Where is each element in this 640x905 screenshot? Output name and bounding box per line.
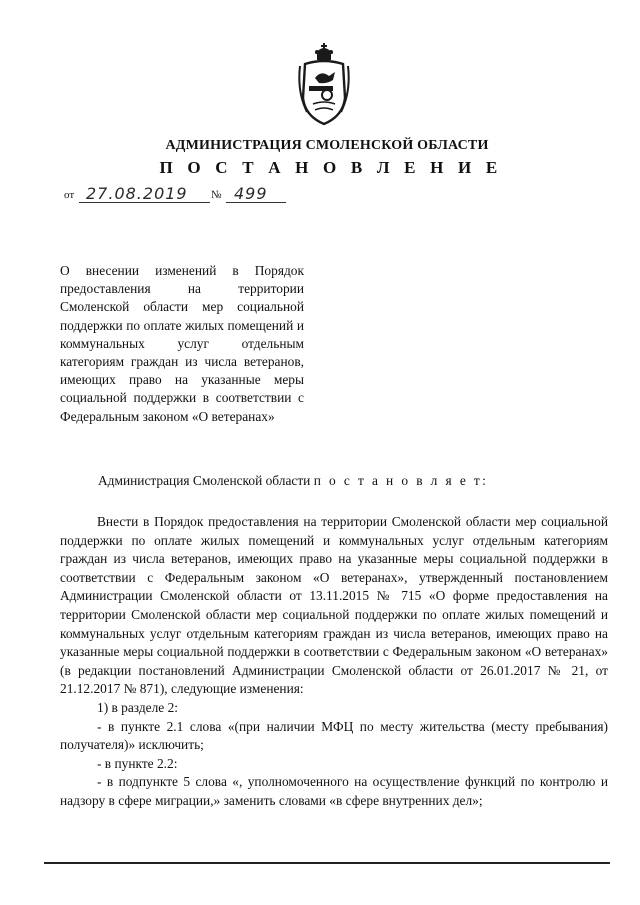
footer-rule bbox=[44, 862, 610, 864]
body-paragraph: - в подпункте 5 слова «, уполномоченного на осуществление функций по контролю и надзору в сфере миграции,» заменить словами «в сфере внутренних дел»; bbox=[60, 774, 608, 808]
body-paragraph: - в пункте 2.1 слова «(при наличии МФЦ по месту жительства (месту пребывания) получателя)» исключить; bbox=[60, 718, 608, 753]
organization-name: АДМИНИСТРАЦИЯ СМОЛЕНСКОЙ ОБЛАСТИ bbox=[165, 138, 489, 153]
preamble bbox=[98, 472, 618, 490]
preamble-text: Администрация Смоленской области bbox=[98, 473, 311, 488]
document-type-title: П О С Т А Н О В Л Е Н И Е bbox=[159, 158, 503, 177]
date-label: от bbox=[64, 189, 75, 201]
handwritten-number: 499 bbox=[234, 184, 268, 203]
preamble-emphasis: п о с т а н о в л я е т: bbox=[313, 473, 489, 488]
body-paragraph: 1) в разделе 2: bbox=[97, 699, 179, 715]
body-paragraph: - в пункте 2.2: bbox=[97, 755, 178, 771]
handwritten-date: 27.08.2019 bbox=[86, 184, 188, 203]
number-label: № bbox=[211, 189, 222, 201]
body-paragraph: Внести в Порядок предоставления на территории Смоленской области мер социальной поддержки по оплате жилых помещений и коммунальных услуг отдельным категориям граждан из числа ветеранов, имеющих право на указанные меры социальной поддержки в соответствии с Федеральным законом «О ветеранах», утвержденный постановлением Администрации Смоленской области от 13.11.2015 № 715 «О форме предоставления на территории Смоленской области мер социальной поддержки по оплате жилых помещений и коммунальных услуг отдельным категориям граждан из числа ветеранов, имеющих право на указанные меры социальной поддержки в соответствии с Федеральным законом «О ветеранах» (в редакции постановлений Администрации Смоленской области от 26.01.2017 № 21, от 21.12.2017 № 871), следующие изменения: bbox=[60, 514, 608, 697]
coat-of-arms-emblem bbox=[297, 42, 351, 126]
document-subject: О внесении изменений в Порядок предоставления на территории Смоленской области мер социальной поддержки по оплате жилых помещений и коммунальных услуг отдельным категориям граждан из числа ветеранов, имеющих право на указанные меры социальной поддержки в соответствии с Федеральным законом «О ветеранах» bbox=[60, 263, 304, 424]
document-body bbox=[60, 513, 608, 811]
registration-line bbox=[64, 182, 304, 204]
